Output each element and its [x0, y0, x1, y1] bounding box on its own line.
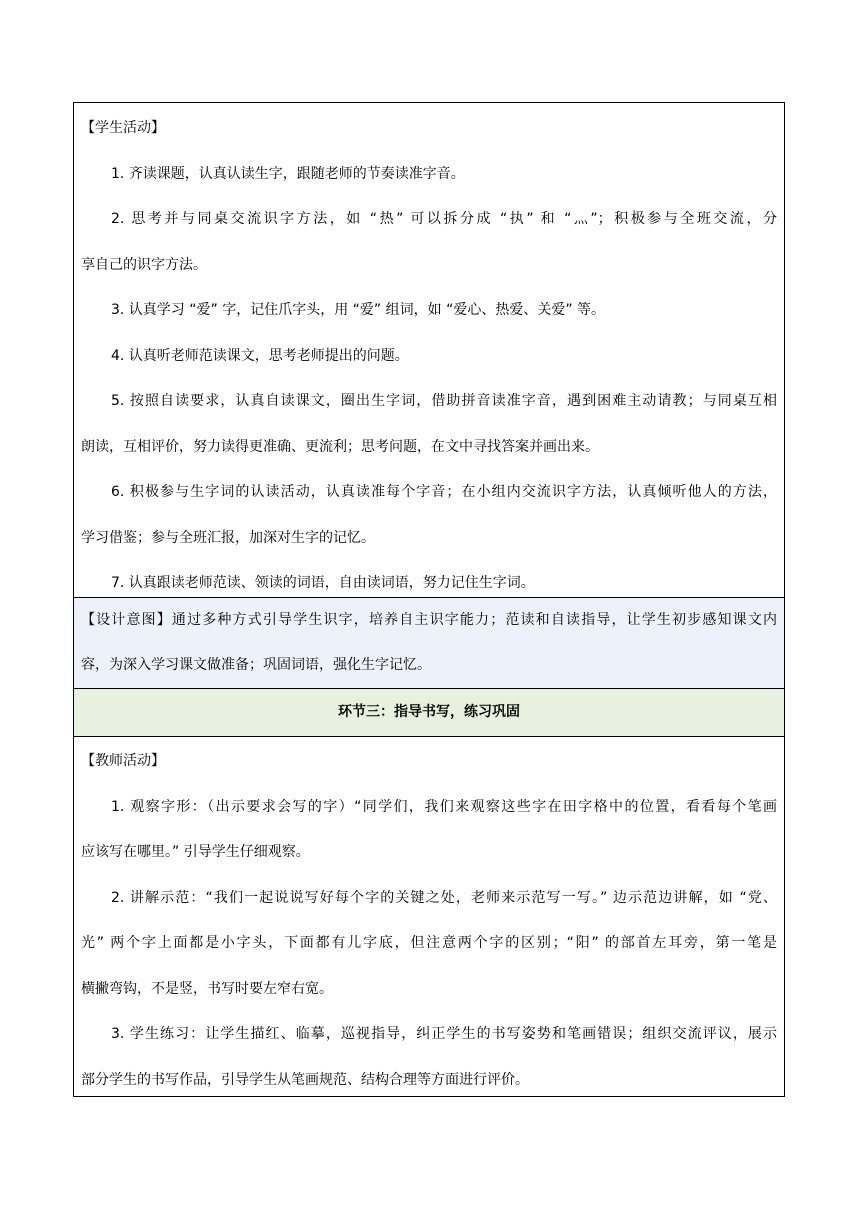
design-intent-line: 容，为深入学习课文做准备；巩固词语，强化生字记忆。: [81, 657, 431, 673]
student-activity-item-6: [81, 470, 777, 561]
teacher-activity-cell: [74, 737, 784, 1096]
section-heading: 环节三：指导书写，练习巩固: [74, 689, 784, 737]
paragraph-line: 7. 认真跟读老师范读、领读的词语，自由读词语，努力记住生字词。: [111, 575, 535, 591]
paragraph-line: 朗读，互相评价，努力读得更准确、更流利；思考问题，在文中寻找答案并画出来。: [81, 438, 599, 455]
paragraph-line: 3. 学生练习：让学生描红、临摹，巡视指导，纠正学生的书写姿势和笔画错误；组织交流评议，展示: [111, 1026, 777, 1042]
paragraph-line: 2. 思考并与同桌交流识字方法，如 “热” 可以拆分成 “执” 和 “灬”；积极参与全班交流，分: [111, 211, 777, 227]
paragraph-line: 6. 积极参与生字词的认读活动，认真读准每个字音；在小组内交流识字方法，认真倾听他人的方法，: [111, 484, 777, 500]
student-activity-item-1: [81, 152, 777, 198]
student-activity-item-5: [81, 379, 777, 470]
paragraph-line: 享自己的识字方法。: [81, 256, 207, 273]
paragraph-line: 部分学生的书写作品，引导学生从笔画规范、结构合理等方面进行评价。: [81, 1071, 529, 1088]
student-activity-item-3: [81, 288, 777, 334]
teacher-activity-item-1: [81, 785, 777, 876]
paragraph-line: 1. 齐读课题，认真认读生字，跟随老师的节奏读准字音。: [111, 165, 465, 182]
student-activity-header: 【学生活动】: [81, 120, 165, 136]
paragraph-line: 学习借鉴；参与全班汇报，加深对生字的记忆。: [81, 529, 375, 546]
design-intent-line: 【设计意图】通过多种方式引导学生识字，培养自主识字能力；范读和自读指导，让学生初步感知课文内: [81, 612, 777, 628]
design-intent-cell: [74, 598, 784, 689]
paragraph-line: 3. 认真学习 “爱” 字，记住爪字头，用 “爱” 组词，如 “爱心、热爱、关爱” 等。: [111, 302, 606, 318]
paragraph-line: 应该写在哪里。” 引导学生仔细观察。: [81, 844, 310, 860]
student-activity-item-2: [81, 197, 777, 288]
paragraph-line: 5. 按照自读要求，认真自读课文，圈出生字词，借助拼音读准字音，遇到困难主动请教；与同桌互相: [111, 393, 777, 409]
paragraph-line: 光” 两个字上面都是小字头，下面都有儿字底，但注意两个字的区别；“阳” 的部首左耳旁，第一笔是: [81, 935, 777, 951]
teacher-activity-header: 【教师活动】: [81, 753, 165, 769]
paragraph-line: 1. 观察字形：（出示要求会写的字）“同学们，我们来观察这些字在田字格中的位置，看看每个笔画: [111, 798, 777, 815]
lesson-plan-table: [73, 102, 785, 1097]
teacher-activity-item-2: [81, 876, 777, 1013]
paragraph-line: 2. 讲解示范：“我们一起说说写好每个字的关键之处，老师来示范写一写。” 边示范边讲解，如 “党、: [111, 889, 777, 906]
paragraph-line: 横撇弯钩，不是竖，书写时要左窄右宽。: [81, 980, 333, 997]
student-activity-cell: [74, 103, 784, 598]
teacher-activity-item-3: [81, 1012, 777, 1103]
student-activity-item-4: [81, 334, 777, 380]
paragraph-line: 4. 认真听老师范读课文，思考老师提出的问题。: [111, 347, 409, 364]
